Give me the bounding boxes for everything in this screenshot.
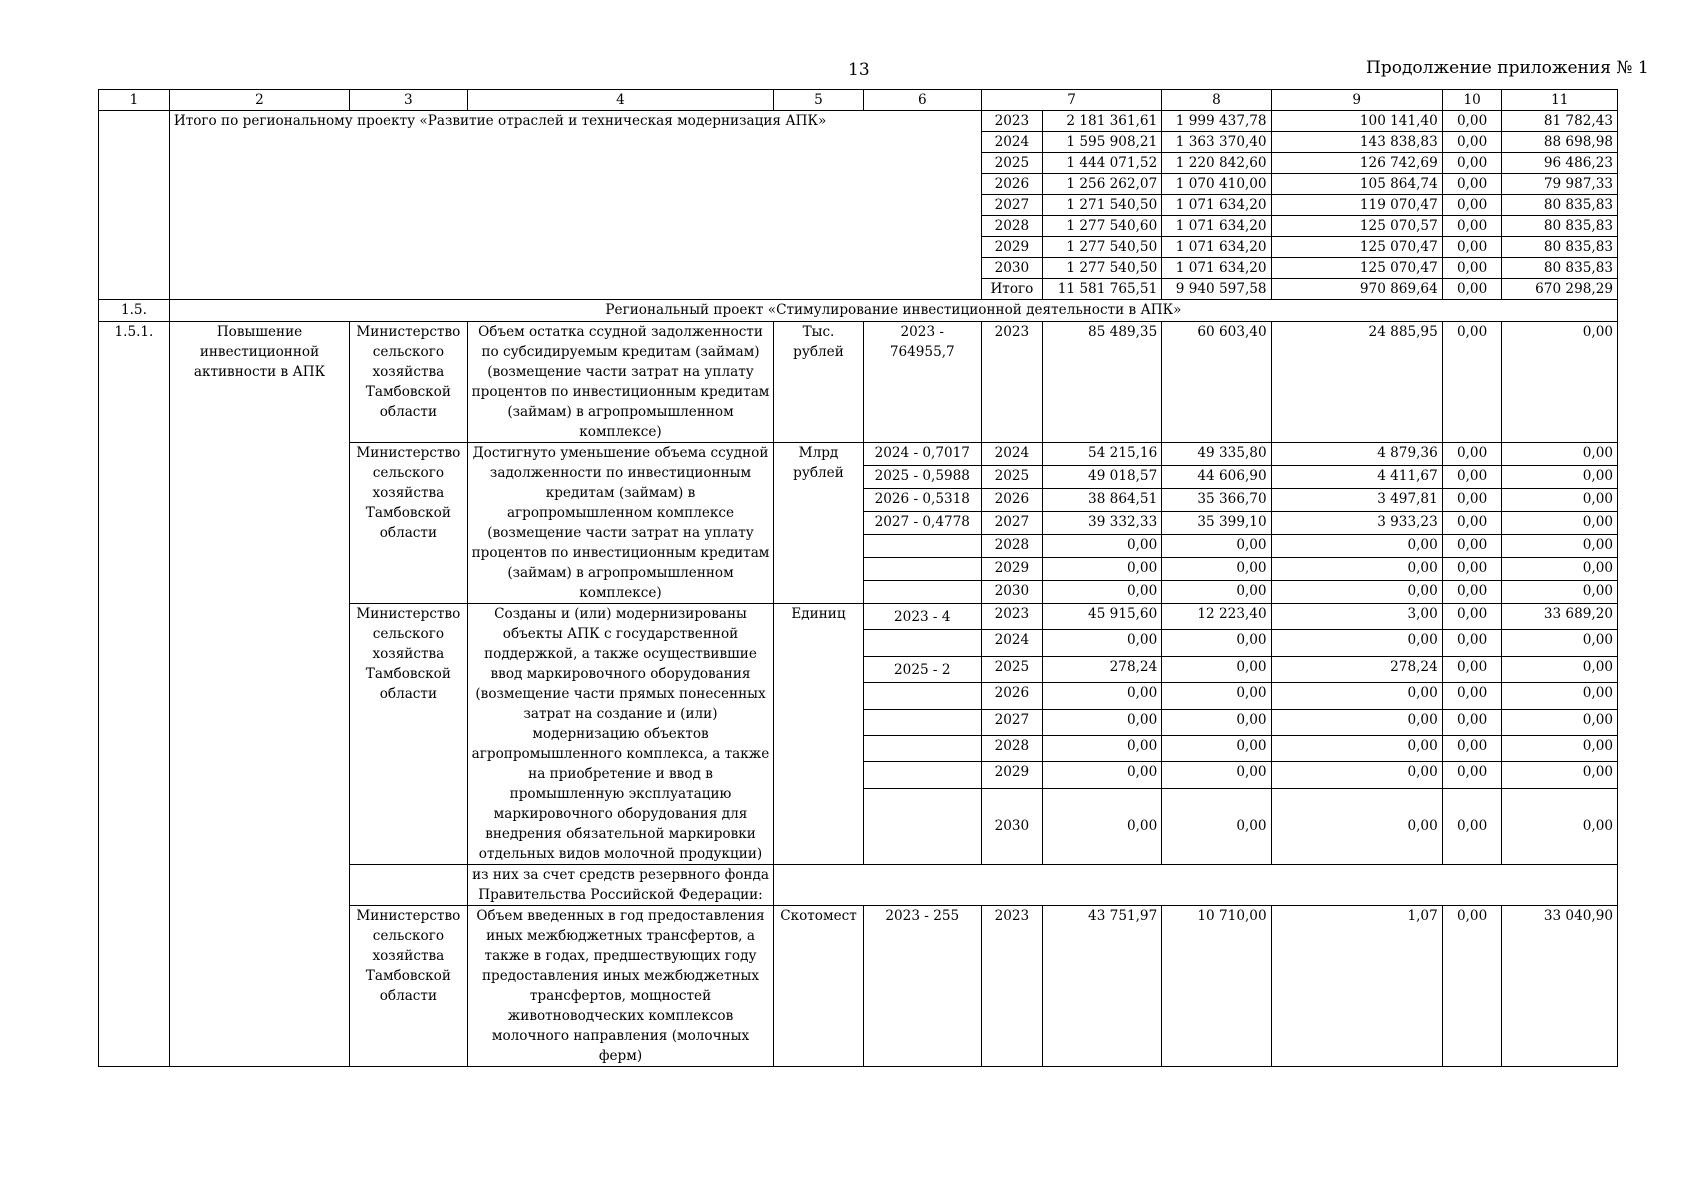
indicator-cell: Объем остатка ссудной задолженности по субсидируемым кредитам (займам) (возмещение части затрат на уплату процентов по инвестиционным кредитам (займам) в агропромышленном комплексе) [467, 322, 774, 443]
value-cell: 9 940 597,58 [1162, 279, 1271, 300]
value-cell: 1 277 540,50 [1042, 258, 1161, 279]
value-cell: 0,00 [1042, 558, 1161, 581]
year-cell: 2024 [982, 630, 1043, 656]
target-cell: 2023 - 255 [863, 906, 981, 1067]
value-cell: 0,00 [1442, 656, 1502, 682]
col-header-3: 3 [350, 90, 467, 111]
value-cell: 0,00 [1271, 630, 1442, 656]
value-cell: 0,00 [1271, 788, 1442, 864]
year-cell: 2024 [982, 132, 1043, 153]
year-cell: 2025 [982, 466, 1043, 489]
year-cell: 2027 [982, 709, 1043, 735]
value-cell: 0,00 [1042, 788, 1161, 864]
value-cell: 0,00 [1271, 535, 1442, 558]
value-cell: 0,00 [1502, 535, 1618, 558]
target-cell: 2024 - 0,7017 [863, 443, 981, 466]
value-cell: 0,00 [1442, 762, 1502, 788]
value-cell: 0,00 [1502, 558, 1618, 581]
value-cell: 100 141,40 [1271, 111, 1442, 132]
value-cell: 85 489,35 [1042, 322, 1161, 443]
ministry-cell: Министерство сельского хозяйства Тамбовской области [350, 906, 467, 1067]
value-cell: 0,00 [1162, 630, 1271, 656]
indicator-cell: Созданы и (или) модернизированы объекты АПК с государственной поддержкой, а также осуществившие ввод маркировочного оборудования (возмещение части прямых понесенных затрат на создание и (или) модернизацию объектов агропромышленного комплекса, а также на приобретение и ввод в промышленную эксплуатацию маркировочного оборудования для внедрения обязательной маркировки отдельных видов молочной продукции) [467, 604, 774, 865]
value-cell: 0,00 [1442, 683, 1502, 709]
year-cell: 2028 [982, 535, 1043, 558]
total-row [99, 111, 1618, 132]
col-header-5: 5 [774, 90, 863, 111]
value-cell: 0,00 [1502, 709, 1618, 735]
value-cell: 35 399,10 [1162, 512, 1271, 535]
value-cell: 970 869,64 [1271, 279, 1442, 300]
value-cell: 4 411,67 [1271, 466, 1442, 489]
col-header-10: 10 [1442, 90, 1502, 111]
target-cell: 2027 - 0,4778 [863, 512, 981, 535]
value-cell: 0,00 [1271, 736, 1442, 762]
year-cell: 2024 [982, 443, 1043, 466]
value-cell: 0,00 [1042, 683, 1161, 709]
value-cell: 0,00 [1042, 630, 1161, 656]
appendix-continuation: Продолжение приложения № 1 [1366, 58, 1649, 78]
value-cell: 0,00 [1442, 466, 1502, 489]
value-cell: 0,00 [1442, 535, 1502, 558]
value-cell: 80 835,83 [1502, 195, 1618, 216]
year-cell: 2029 [982, 237, 1043, 258]
target-cell [863, 709, 981, 735]
col-header-4: 4 [467, 90, 774, 111]
value-cell: 0,00 [1442, 906, 1502, 1067]
value-cell: 0,00 [1442, 258, 1502, 279]
value-cell: 0,00 [1442, 489, 1502, 512]
value-cell: 35 366,70 [1162, 489, 1271, 512]
year-cell: 2023 [982, 111, 1043, 132]
value-cell: 0,00 [1442, 443, 1502, 466]
target-cell [863, 630, 981, 656]
year-cell: 2029 [982, 558, 1043, 581]
item-number: 1.5.1. [99, 322, 170, 1067]
value-cell: 0,00 [1502, 466, 1618, 489]
value-cell: 0,00 [1442, 322, 1502, 443]
value-cell: 125 070,47 [1271, 258, 1442, 279]
empty-cell [350, 865, 467, 906]
value-cell: 0,00 [1271, 683, 1442, 709]
value-cell: 1,07 [1271, 906, 1442, 1067]
target-cell: 2023 - 4 [863, 604, 981, 630]
value-cell: 3,00 [1271, 604, 1442, 630]
value-cell: 44 606,90 [1162, 466, 1271, 489]
value-cell: 0,00 [1502, 581, 1618, 604]
value-cell: 0,00 [1502, 443, 1618, 466]
value-cell: 0,00 [1042, 736, 1161, 762]
value-cell: 3 933,23 [1271, 512, 1442, 535]
value-cell: 0,00 [1162, 656, 1271, 682]
value-cell: 80 835,83 [1502, 258, 1618, 279]
value-cell: 1 071 634,20 [1162, 237, 1271, 258]
ministry-cell: Министерство сельского хозяйства Тамбовской области [350, 322, 467, 443]
value-cell: 119 070,47 [1271, 195, 1442, 216]
value-cell: 0,00 [1271, 762, 1442, 788]
value-cell: 0,00 [1442, 237, 1502, 258]
value-cell: 0,00 [1042, 581, 1161, 604]
col-header-1: 1 [99, 90, 170, 111]
col-header-7: 7 [982, 90, 1162, 111]
value-cell: 1 071 634,20 [1162, 258, 1271, 279]
value-cell: 0,00 [1162, 788, 1271, 864]
col-header-2: 2 [169, 90, 349, 111]
value-cell: 24 885,95 [1271, 322, 1442, 443]
value-cell: 0,00 [1042, 535, 1161, 558]
year-cell: 2030 [982, 581, 1043, 604]
value-cell: 0,00 [1502, 788, 1618, 864]
section-number: 1.5. [99, 300, 170, 322]
value-cell: 49 335,80 [1162, 443, 1271, 466]
value-cell: 0,00 [1442, 216, 1502, 237]
value-cell: 10 710,00 [1162, 906, 1271, 1067]
target-cell: 2025 - 0,5988 [863, 466, 981, 489]
year-cell: Итого [982, 279, 1043, 300]
value-cell: 33 040,90 [1502, 906, 1618, 1067]
value-cell: 79 987,33 [1502, 174, 1618, 195]
value-cell: 1 071 634,20 [1162, 195, 1271, 216]
value-cell: 0,00 [1162, 762, 1271, 788]
value-cell: 45 915,60 [1042, 604, 1161, 630]
year-cell: 2023 [982, 906, 1043, 1067]
year-cell: 2026 [982, 174, 1043, 195]
value-cell: 0,00 [1162, 709, 1271, 735]
value-cell: 81 782,43 [1502, 111, 1618, 132]
item-name: Повышение инвестиционной активности в АПК [169, 322, 349, 1067]
target-cell [863, 535, 981, 558]
value-cell: 0,00 [1502, 656, 1618, 682]
ministry-cell: Министерство сельского хозяйства Тамбовской области [350, 443, 467, 604]
year-cell: 2029 [982, 762, 1043, 788]
value-cell: 0,00 [1271, 709, 1442, 735]
value-cell: 0,00 [1162, 736, 1271, 762]
value-cell: 1 595 908,21 [1042, 132, 1161, 153]
value-cell: 278,24 [1042, 656, 1161, 682]
value-cell: 0,00 [1442, 279, 1502, 300]
value-cell: 0,00 [1442, 111, 1502, 132]
year-cell: 2030 [982, 258, 1043, 279]
value-cell: 143 838,83 [1271, 132, 1442, 153]
value-cell: 2 181 361,61 [1042, 111, 1161, 132]
unit-cell: Скотомест [774, 906, 863, 1067]
year-cell: 2030 [982, 788, 1043, 864]
value-cell: 80 835,83 [1502, 216, 1618, 237]
value-cell: 1 277 540,60 [1042, 216, 1161, 237]
target-cell [863, 683, 981, 709]
section-row [99, 300, 1618, 322]
year-cell: 2027 [982, 195, 1043, 216]
value-cell: 0,00 [1442, 174, 1502, 195]
target-cell [863, 736, 981, 762]
value-cell: 0,00 [1502, 736, 1618, 762]
value-cell: 126 742,69 [1271, 153, 1442, 174]
section-title: Региональный проект «Стимулирование инвестиционной деятельности в АПК» [169, 300, 1617, 322]
target-cell [863, 558, 981, 581]
indicator-row [99, 322, 1618, 443]
value-cell: 49 018,57 [1042, 466, 1161, 489]
value-cell: 0,00 [1442, 195, 1502, 216]
value-cell: 0,00 [1162, 581, 1271, 604]
value-cell: 0,00 [1502, 512, 1618, 535]
value-cell: 0,00 [1162, 683, 1271, 709]
value-cell: 0,00 [1271, 558, 1442, 581]
value-cell: 0,00 [1502, 322, 1618, 443]
value-cell: 0,00 [1442, 604, 1502, 630]
value-cell: 60 603,40 [1162, 322, 1271, 443]
year-cell: 2028 [982, 216, 1043, 237]
value-cell: 43 751,97 [1042, 906, 1161, 1067]
value-cell: 0,00 [1442, 630, 1502, 656]
value-cell: 3 497,81 [1271, 489, 1442, 512]
value-cell: 0,00 [1442, 581, 1502, 604]
unit-cell: Млрд рублей [774, 443, 863, 604]
target-cell: 2023 - 764955,7 [863, 322, 981, 443]
value-cell: 0,00 [1442, 788, 1502, 864]
target-cell: 2025 - 2 [863, 656, 981, 682]
year-cell: 2028 [982, 736, 1043, 762]
value-cell: 0,00 [1502, 630, 1618, 656]
value-cell: 4 879,36 [1271, 443, 1442, 466]
value-cell: 0,00 [1042, 709, 1161, 735]
target-cell [863, 581, 981, 604]
value-cell: 0,00 [1502, 762, 1618, 788]
value-cell: 1 277 540,50 [1042, 237, 1161, 258]
col-header-6: 6 [863, 90, 981, 111]
value-cell: 1 071 634,20 [1162, 216, 1271, 237]
col-header-9: 9 [1271, 90, 1442, 111]
ministry-cell: Министерство сельского хозяйства Тамбовской области [350, 604, 467, 865]
value-cell: 0,00 [1442, 558, 1502, 581]
year-cell: 2027 [982, 512, 1043, 535]
value-cell: 0,00 [1502, 489, 1618, 512]
value-cell: 1 220 842,60 [1162, 153, 1271, 174]
value-cell: 278,24 [1271, 656, 1442, 682]
value-cell: 38 864,51 [1042, 489, 1161, 512]
value-cell: 1 999 437,78 [1162, 111, 1271, 132]
value-cell: 54 215,16 [1042, 443, 1161, 466]
year-cell: 2026 [982, 683, 1043, 709]
indicator-cell: Объем введенных в год предоставления иных межбюджетных трансфертов, а также в годах, предшествующих году предоставления иных межбюджетных трансфертов, мощностей животноводческих комплексов молочного направления (молочных ферм) [467, 906, 774, 1067]
value-cell: 0,00 [1162, 535, 1271, 558]
value-cell: 33 689,20 [1502, 604, 1618, 630]
value-cell: 1 363 370,40 [1162, 132, 1271, 153]
value-cell: 39 332,33 [1042, 512, 1161, 535]
year-cell: 2023 [982, 604, 1043, 630]
value-cell: 105 864,74 [1271, 174, 1442, 195]
year-cell: 2026 [982, 489, 1043, 512]
value-cell: 0,00 [1502, 683, 1618, 709]
value-cell: 125 070,47 [1271, 237, 1442, 258]
target-cell [863, 788, 981, 864]
total-label: Итого по региональному проекту «Развитие отраслей и техническая модернизация АПК» [169, 111, 981, 300]
year-cell: 2025 [982, 153, 1043, 174]
value-cell: 11 581 765,51 [1042, 279, 1161, 300]
col-header-8: 8 [1162, 90, 1271, 111]
value-cell: 1 070 410,00 [1162, 174, 1271, 195]
value-cell: 88 698,98 [1502, 132, 1618, 153]
empty-cell [774, 865, 1618, 906]
indicator-cell: Достигнуто уменьшение объема ссудной задолженности по инвестиционным кредитам (займам) в агропромышленном комплексе (возмещение части затрат на уплату процентов по инвестиционным кредитам (займам) в агропромышленном комплексе) [467, 443, 774, 604]
value-cell: 0,00 [1442, 153, 1502, 174]
target-cell [863, 762, 981, 788]
col-header-11: 11 [1502, 90, 1618, 111]
value-cell: 0,00 [1042, 762, 1161, 788]
year-cell: 2023 [982, 322, 1043, 443]
column-number-row [99, 90, 1618, 111]
value-cell: 1 444 071,52 [1042, 153, 1161, 174]
value-cell: 0,00 [1162, 558, 1271, 581]
value-cell: 0,00 [1442, 736, 1502, 762]
empty-cell [99, 111, 170, 300]
unit-cell: Единиц [774, 604, 863, 865]
value-cell: 1 256 262,07 [1042, 174, 1161, 195]
year-cell: 2025 [982, 656, 1043, 682]
value-cell: 96 486,23 [1502, 153, 1618, 174]
reserve-note: из них за счет средств резервного фонда Правительства Российской Федерации: [467, 865, 774, 906]
value-cell: 12 223,40 [1162, 604, 1271, 630]
appendix-table [98, 89, 1618, 1067]
value-cell: 670 298,29 [1502, 279, 1618, 300]
value-cell: 125 070,57 [1271, 216, 1442, 237]
value-cell: 0,00 [1442, 132, 1502, 153]
value-cell: 80 835,83 [1502, 237, 1618, 258]
target-cell: 2026 - 0,5318 [863, 489, 981, 512]
value-cell: 0,00 [1271, 581, 1442, 604]
value-cell: 1 271 540,50 [1042, 195, 1161, 216]
unit-cell: Тыс. рублей [774, 322, 863, 443]
value-cell: 0,00 [1442, 512, 1502, 535]
value-cell: 0,00 [1442, 709, 1502, 735]
page-number: 13 [848, 60, 870, 80]
